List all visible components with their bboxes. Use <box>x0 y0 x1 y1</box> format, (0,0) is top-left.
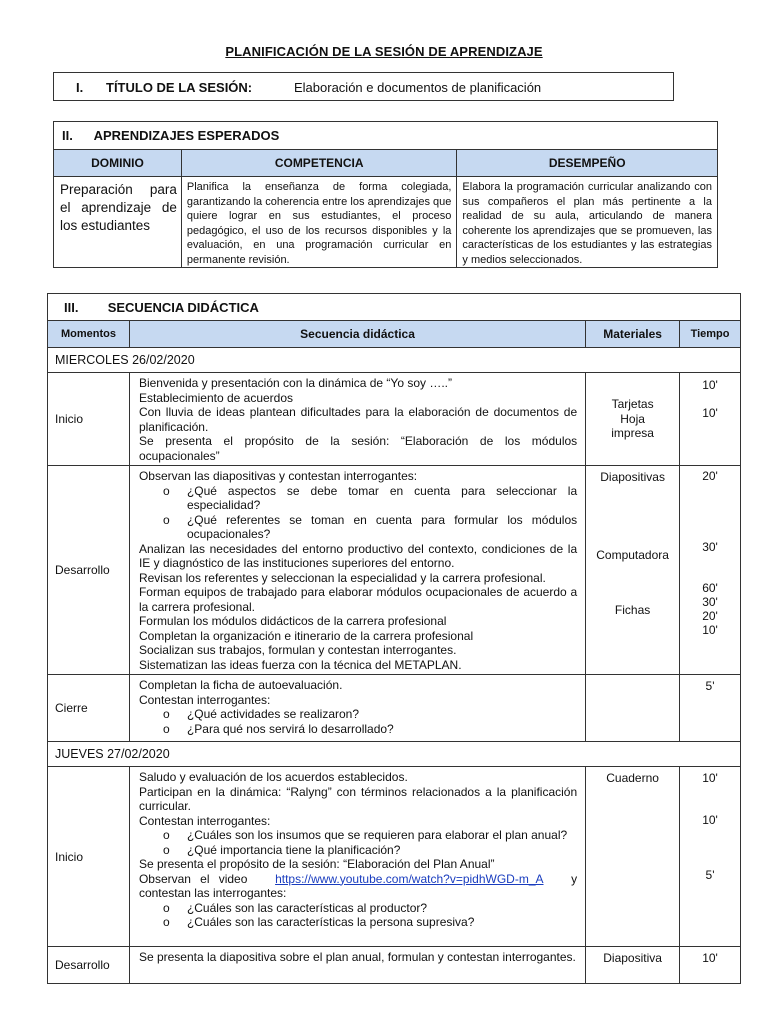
bullet-text: ¿Qué actividades se realizaron? <box>186 707 360 721</box>
time-value: 10' <box>702 813 718 827</box>
section-number: II. <box>62 128 73 143</box>
bullet-item: o ¿Cuáles son las características la persona supresiva? <box>139 915 577 930</box>
material-item: Diapositiva <box>603 951 662 965</box>
competencia-cell: Planifica la enseñanza de forma colegiada, garantizando la coherencia entre los aprendizajes que quiere lograr en sus estudiantes, el proceso pedagógico, el uso de los recursos disponibles y la evaluación, en una programación curricular en permanente revisión. <box>181 177 457 268</box>
materials-cell <box>586 947 680 984</box>
moment-cell: Desarrollo <box>48 466 130 675</box>
sequence-line: Sistematizan las ideas fuerza con la técnica del METAPLAN. <box>138 657 462 672</box>
bullet-text: ¿Cuáles son las características la persona supresiva? <box>186 915 475 929</box>
bullet-item: o ¿Qué importancia tiene la planificación? <box>139 843 577 858</box>
time-cell <box>680 767 741 947</box>
bullet-item: o ¿Qué actividades se realizaron? <box>139 707 577 722</box>
time-value: 20' <box>702 469 718 483</box>
video-text: y contestan las interrogantes: <box>138 871 578 900</box>
sequence-line: Se presenta el propósito de la sesión: “Elaboración del Plan Anual” <box>138 857 495 871</box>
column-header-competencia: COMPETENCIA <box>181 150 457 177</box>
time-value: 10' <box>702 623 718 637</box>
column-header-tiempo: Tiempo <box>680 321 741 348</box>
materials-cell <box>586 466 680 675</box>
section-number: I. <box>76 80 84 95</box>
bullet-text: ¿Qué aspectos se debe tomar en cuenta para seleccionar la especialidad? <box>186 483 578 512</box>
video-text: Observan el video <box>138 871 248 886</box>
time-value: 5' <box>705 679 715 693</box>
section-label: TÍTULO DE LA SESIÓN: <box>106 80 253 95</box>
sequence-line: Saludo y evaluación de los acuerdos establecidos. <box>138 770 408 784</box>
desempeno-cell: Elabora la programación curricular analizando con sus compañeros el plan más pertinente a la realidad de su aula, articulando de manera coherente los aprendizajes que se promueven, las características de los estudiantes y las estrategias y medios seleccionados. <box>457 177 718 268</box>
material-item: Hoja <box>620 411 645 426</box>
moment-cell: Inicio <box>48 373 130 466</box>
moment-cell: Desarrollo <box>48 947 130 984</box>
bullet-item: o ¿Para qué nos servirá lo desarrollado? <box>139 722 577 737</box>
sequence-line <box>139 872 577 901</box>
sequence-line: Formulan los módulos didácticos de la carrera profesional <box>138 614 447 628</box>
time-cell <box>680 373 741 466</box>
material-item: Computadora <box>596 548 669 562</box>
section-label: APRENDIZAJES ESPERADOS <box>93 128 280 143</box>
sequence-line: Socializan sus trabajos, formulan y contestan interrogantes. <box>138 643 457 657</box>
day-row: MIERCOLES 26/02/2020 <box>48 348 741 373</box>
sequence-line: Completan la organización e itinerario de la carrera profesional <box>138 628 474 643</box>
time-value: 60' <box>702 581 718 595</box>
materials-cell <box>586 373 680 466</box>
bullet-text: ¿Cuáles son los insumos que se requieren para elaborar el plan anual? <box>186 828 568 842</box>
column-header-dominio: DOMINIO <box>54 150 182 177</box>
bullet-text: ¿Para qué nos servirá lo desarrollado? <box>186 721 394 736</box>
section-header <box>54 122 718 150</box>
sequence-line: Completan la ficha de autoevaluación. <box>138 678 343 692</box>
video-link[interactable]: https://www.youtube.com/watch?v=pidhWGD-m_A <box>275 871 544 886</box>
column-header-secuencia: Secuencia didáctica <box>129 321 585 348</box>
sequence-line: Contestan interrogantes: <box>138 813 271 828</box>
material-item: Diapositivas <box>600 470 665 484</box>
day-row: JUEVES 27/02/2020 <box>48 742 741 767</box>
time-value: 10' <box>702 378 718 392</box>
sequence-line: Bienvenida y presentación con la dinámica de “Yo soy …..” <box>138 376 453 390</box>
materials-cell <box>586 767 680 947</box>
time-value: 10' <box>702 771 718 785</box>
sequence-cell <box>129 373 585 466</box>
material-item: Cuaderno <box>606 771 659 785</box>
sequence-cell <box>129 947 585 984</box>
bullet-text: ¿Qué referentes se toman en cuenta para formular los módulos ocupacionales? <box>186 512 578 541</box>
expected-learning-table <box>53 121 718 268</box>
bullet-text: ¿Qué importancia tiene la planificación? <box>186 842 401 857</box>
time-value: 30' <box>702 595 718 609</box>
time-cell <box>680 947 741 984</box>
bullet-item: o ¿Qué referentes se toman en cuenta para formular los módulos ocupacionales? <box>162 512 578 541</box>
section-number: III. <box>64 299 79 315</box>
column-header-desempeno: DESEMPEÑO <box>457 150 718 177</box>
sequence-line: Participan en la dinámica: “Ralyng” con términos relacionados a la planificación curricular. <box>138 784 578 813</box>
sequence-line: Se presenta la diapositiva sobre el plan anual, formulan y contestan interrogantes. <box>138 950 576 964</box>
column-header-momentos: Momentos <box>48 321 130 348</box>
time-value: 10' <box>702 406 718 420</box>
session-title-box <box>53 72 674 101</box>
sequence-line: Observan las diapositivas y contestan interrogantes: <box>138 469 418 483</box>
sequence-line: Con lluvia de ideas plantean dificultades para la elaboración de documentos de planificación. <box>138 405 578 434</box>
material-item: Tarjetas <box>611 397 654 411</box>
moment-cell: Cierre <box>48 675 130 742</box>
time-value: 5' <box>705 868 715 882</box>
time-value: 10' <box>702 951 718 965</box>
didactic-sequence-table <box>47 293 741 984</box>
material-item: impresa <box>611 426 654 440</box>
sequence-line: Establecimiento de acuerdos <box>138 390 294 405</box>
sequence-cell <box>129 466 585 675</box>
document-title: PLANIFICACIÓN DE LA SESIÓN DE APRENDIZAJE <box>225 44 543 59</box>
sequence-line: Se presenta el propósito de la sesión: “Elaboración de los módulos ocupacionales” <box>138 434 578 463</box>
dominio-cell: Preparación para el aprendizaje de los estudiantes <box>54 177 182 268</box>
sequence-line: Analizan las necesidades del entorno productivo del contexto, condiciones de la IE y diagnóstico de las instituciones superiores del entorno. <box>138 541 578 570</box>
bullet-text: ¿Cuáles son las características al productor? <box>186 900 428 915</box>
bullet-item: o ¿Cuáles son las características al productor? <box>139 901 577 916</box>
section-label: SECUENCIA DIDÁCTICA <box>107 299 259 315</box>
bullet-item: o ¿Qué aspectos se debe tomar en cuenta para seleccionar la especialidad? <box>162 483 578 512</box>
sequence-line: Forman equipos de trabajado para elaborar módulos ocupacionales de acuerdo a la carrera profesional. <box>138 585 578 614</box>
bullet-item: o ¿Cuáles son los insumos que se requieren para elaborar el plan anual? <box>139 828 577 843</box>
materials-cell <box>586 675 680 742</box>
material-item: Fichas <box>614 603 651 617</box>
sequence-line: Revisan los referentes y seleccionan la especialidad y la carrera profesional. <box>138 570 546 585</box>
time-cell <box>680 675 741 742</box>
time-value: 30' <box>702 540 718 554</box>
sequence-cell <box>129 675 585 742</box>
time-value: 20' <box>702 609 718 623</box>
moment-cell: Inicio <box>48 767 130 947</box>
time-cell <box>680 466 741 675</box>
sequence-line: Contestan interrogantes: <box>138 692 271 707</box>
section-header <box>48 294 741 321</box>
session-title-value: Elaboración e documentos de planificación <box>294 80 542 95</box>
column-header-materiales: Materiales <box>586 321 680 348</box>
sequence-cell <box>129 767 585 947</box>
